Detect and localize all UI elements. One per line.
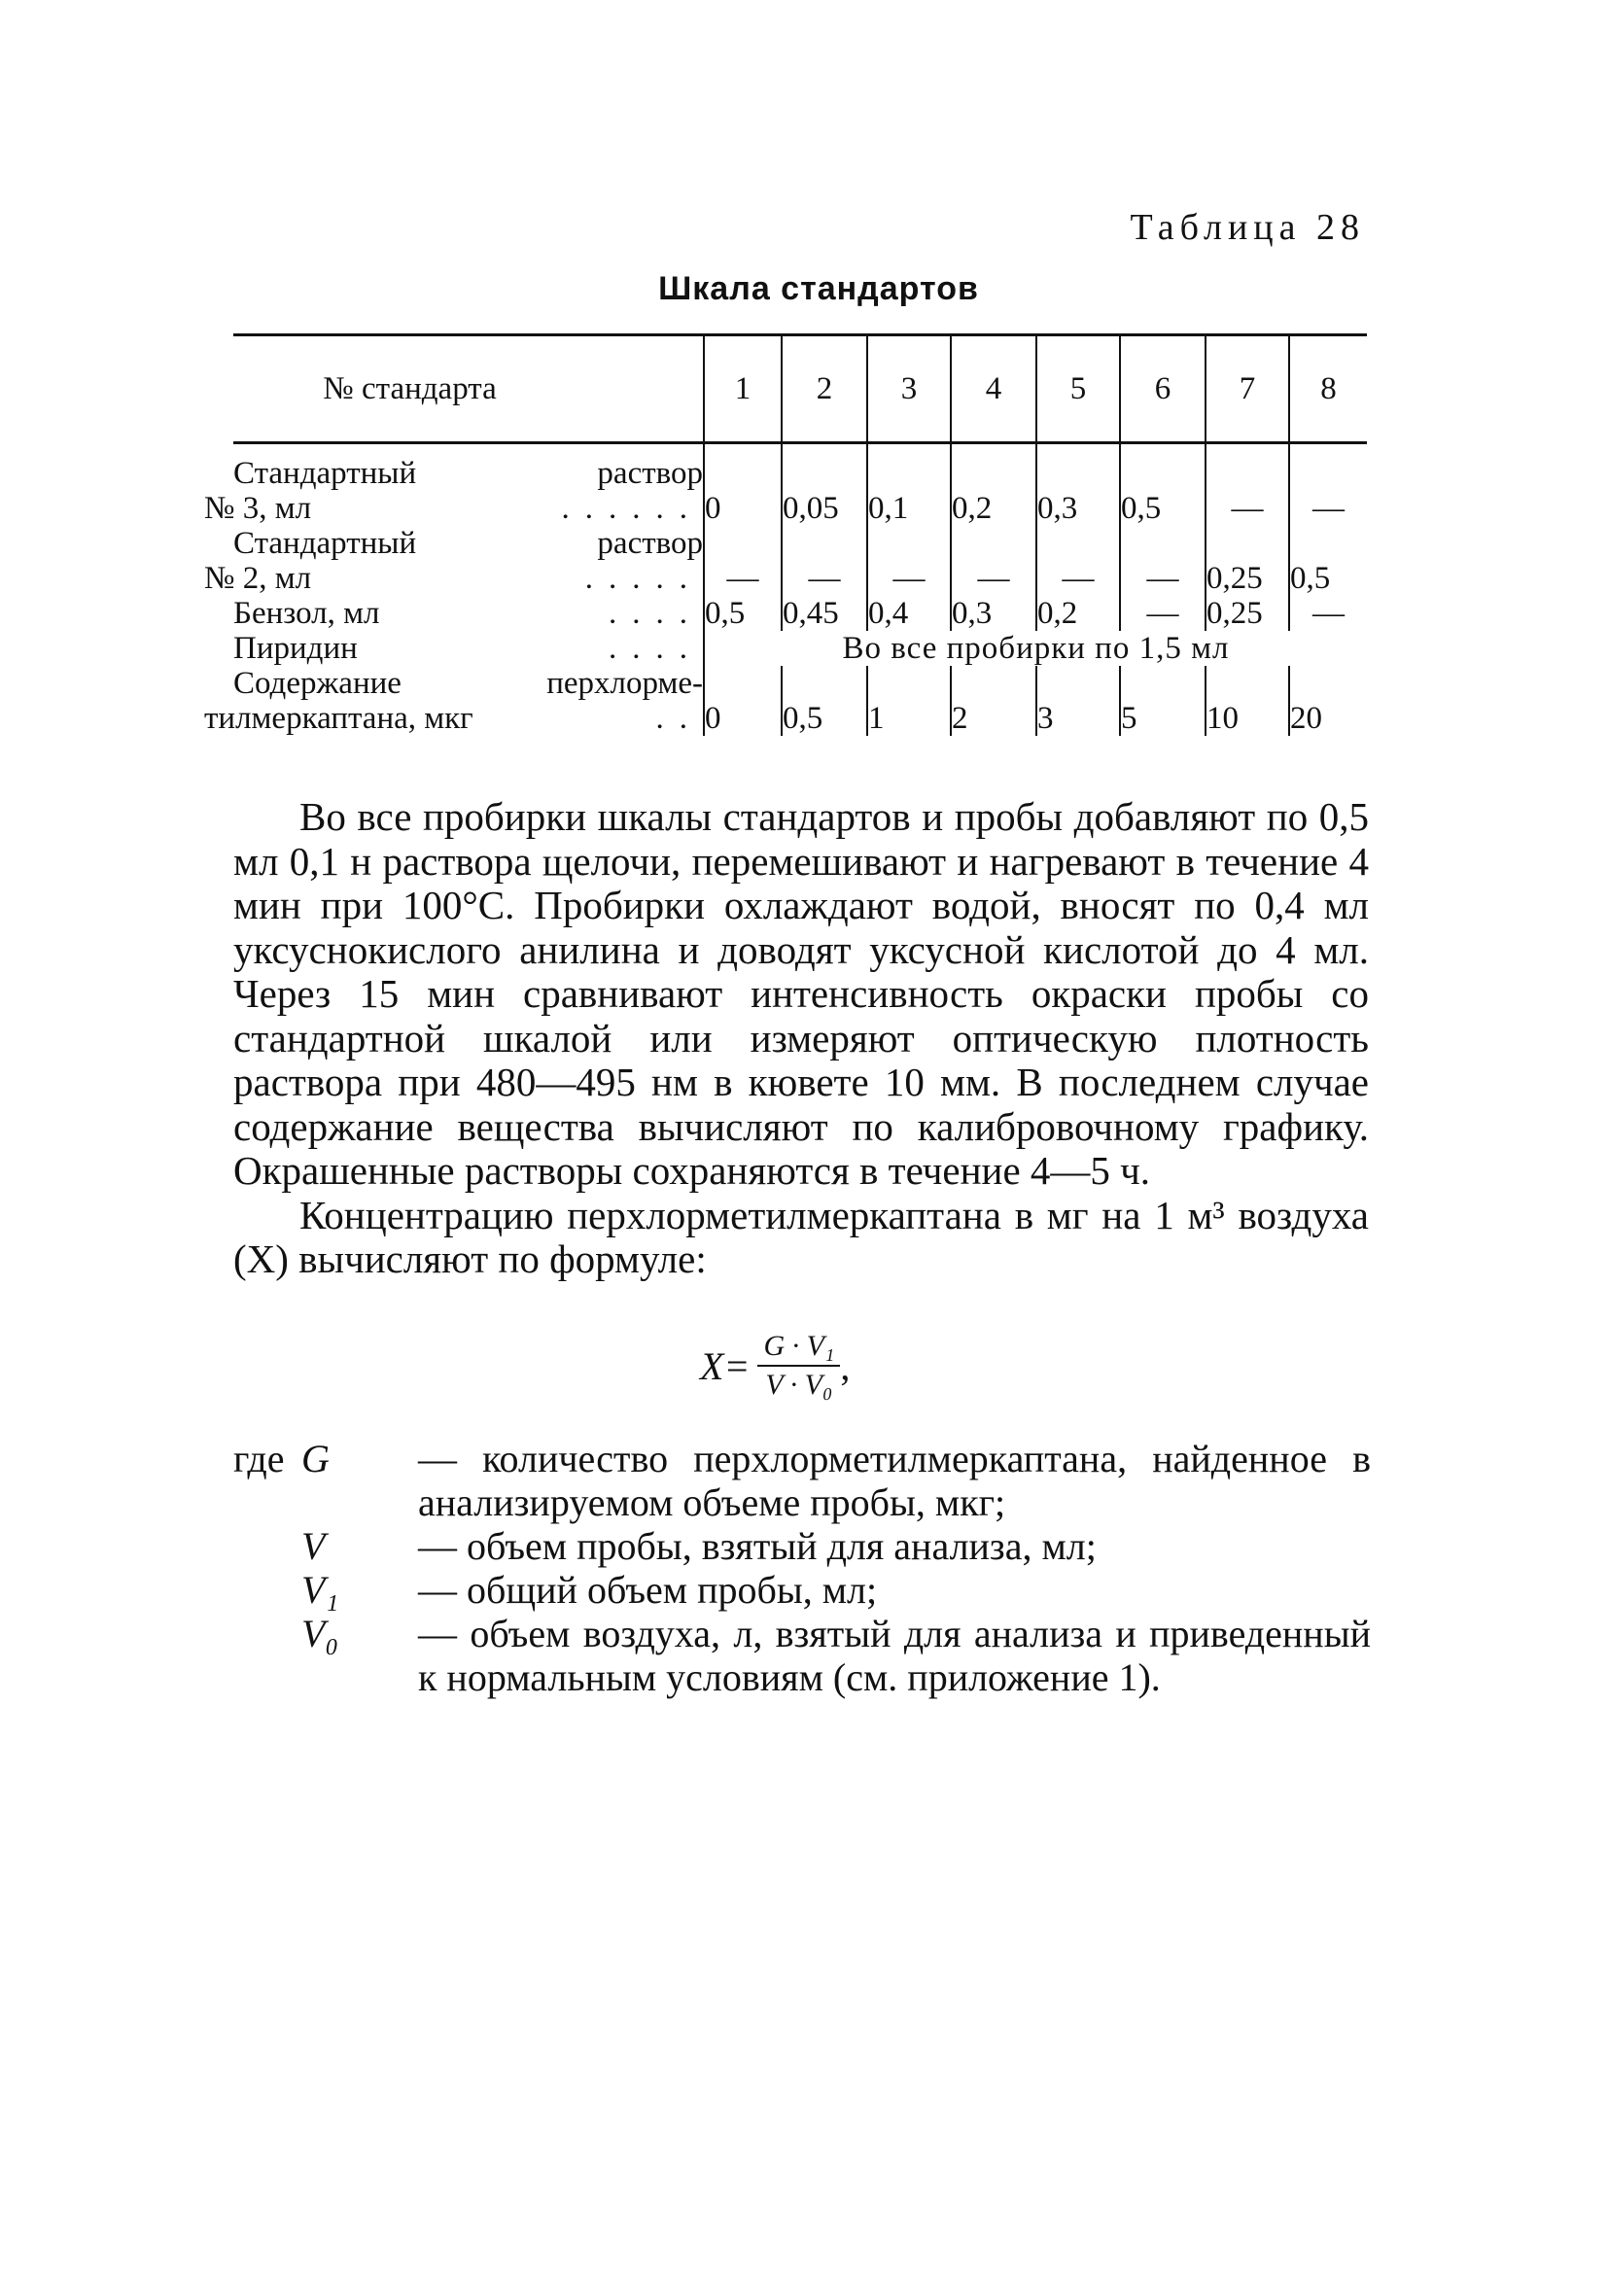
table-cell: — bbox=[1120, 596, 1206, 631]
table-cell: 0,3 bbox=[951, 596, 1036, 631]
table-row bbox=[233, 631, 1367, 666]
legend-symbol: V₁ bbox=[301, 1568, 339, 1612]
table-cell: 0 bbox=[704, 666, 782, 736]
header-col-8: 8 bbox=[1289, 335, 1367, 443]
table-cell: 2 bbox=[951, 666, 1036, 736]
table-cell: — bbox=[951, 526, 1036, 596]
table-cell: — bbox=[867, 526, 951, 596]
table-cell: 0,45 bbox=[782, 596, 867, 631]
table-cell: — bbox=[1120, 526, 1206, 596]
table-cell: 0,5 bbox=[782, 666, 867, 736]
table-cell: 0,25 bbox=[1206, 526, 1289, 596]
legend-text: — количество перхлорметилмеркаптана, найденное в анализируемом объеме пробы, мкг; bbox=[418, 1437, 1371, 1524]
table-cell: 5 bbox=[1120, 666, 1206, 736]
row-label: Стандартный раствор № 3, мл ...... bbox=[204, 456, 703, 526]
formula-fraction bbox=[757, 1330, 840, 1402]
legend-text: — объем пробы, взятый для анализа, мл; bbox=[418, 1524, 1097, 1568]
table-cell: — bbox=[782, 526, 867, 596]
body-text bbox=[233, 795, 1369, 1282]
table-row bbox=[233, 666, 1367, 736]
legend-symbol: G bbox=[301, 1437, 330, 1480]
legend-item bbox=[233, 1568, 1371, 1612]
table-cell: 0,5 bbox=[1120, 456, 1206, 526]
legend-item bbox=[233, 1612, 1371, 1699]
table-cell: — bbox=[1206, 456, 1289, 526]
table-cell: — bbox=[1036, 526, 1120, 596]
formula-denominator: V · V₀ bbox=[765, 1369, 833, 1401]
header-col-6: 6 bbox=[1120, 335, 1206, 443]
legend-item bbox=[233, 1524, 1371, 1568]
table-span-cell: Во все пробирки по 1,5 мл bbox=[704, 631, 1367, 666]
legend-text: — объем воздуха, л, взятый для анализа и приведенный к нормальным условиям (см. приложение 1). bbox=[418, 1612, 1371, 1699]
table-cell: 0,4 bbox=[867, 596, 951, 631]
legend-intro: где bbox=[233, 1437, 285, 1480]
header-col-3: 3 bbox=[867, 335, 951, 443]
header-col-7: 7 bbox=[1206, 335, 1289, 443]
formula-numerator: G · V₁ bbox=[757, 1330, 840, 1367]
table-header-row bbox=[233, 335, 1367, 443]
paragraph-1: Во все пробирки шкалы стандартов и пробы добавляют по 0,5 мл 0,1 н раствора щелочи, перемешивают и нагревают в течение 4 мин при 100°С. Пробирки охлаждают водой, вносят по 0,4 мл уксуснокислого анилина и доводят уксусной кислотой до 4 мл. Через 15 мин сравнивают интенсивность окраски пробы со стандартной шкалой или измеряют оптическую плотность раствора при 480—495 нм в кювете 10 мм. В последнем случае содержание вещества вычисляют по калибровочному графику. Окрашенные растворы сохраняются в течение 4—5 ч. bbox=[233, 794, 1369, 1193]
paragraph-2: Концентрацию перхлорметилмеркаптана в мг на 1 м³ воздуха (X) вычисляют по формуле: bbox=[233, 1192, 1369, 1281]
table-cell: — bbox=[1289, 596, 1367, 631]
header-col-2: 2 bbox=[782, 335, 867, 443]
table-cell: 10 bbox=[1206, 666, 1289, 736]
formula-lhs: X= bbox=[700, 1343, 751, 1388]
table-title: Шкала стандартов bbox=[658, 270, 979, 307]
table-cell: 0,5 bbox=[704, 596, 782, 631]
formula bbox=[700, 1330, 850, 1402]
table-cell: 0,3 bbox=[1036, 456, 1120, 526]
legend-item bbox=[233, 1437, 1371, 1524]
standards-table bbox=[204, 333, 1367, 736]
table-row bbox=[233, 596, 1367, 631]
table-cell: 0 bbox=[704, 456, 782, 526]
legend-symbol: V₀ bbox=[301, 1612, 339, 1655]
row-label: Бензол, мл .... bbox=[233, 596, 703, 631]
table-cell: — bbox=[704, 526, 782, 596]
table-cell: — bbox=[1289, 456, 1367, 526]
table-cell: 0,2 bbox=[951, 456, 1036, 526]
formula-trail: , bbox=[840, 1343, 851, 1388]
table-cell: 0,5 bbox=[1289, 526, 1367, 596]
table-row bbox=[233, 526, 1367, 596]
header-col-5: 5 bbox=[1036, 335, 1120, 443]
table-cell: 0,05 bbox=[782, 456, 867, 526]
table-cell: 20 bbox=[1289, 666, 1367, 736]
table-caption: Таблица 28 bbox=[1130, 207, 1365, 248]
row-label: Стандартный раствор № 2, мл ..... bbox=[204, 526, 703, 596]
header-col-1: 1 bbox=[704, 335, 782, 443]
row-label: Пиридин .... bbox=[233, 631, 703, 666]
legend-text: — общий объем пробы, мл; bbox=[418, 1568, 878, 1612]
legend-symbol: V bbox=[301, 1524, 326, 1568]
header-col-4: 4 bbox=[951, 335, 1036, 443]
table-row bbox=[233, 456, 1367, 526]
table-cell: 0,25 bbox=[1206, 596, 1289, 631]
header-label: № стандарта bbox=[233, 335, 704, 443]
table-cell: 0,2 bbox=[1036, 596, 1120, 631]
table-cell: 0,1 bbox=[867, 456, 951, 526]
row-label: Содержание перхлорме- тилмеркаптана, мкг .. bbox=[204, 666, 703, 736]
formula-legend bbox=[233, 1437, 1371, 1699]
table-cell: 3 bbox=[1036, 666, 1120, 736]
table-cell: 1 bbox=[867, 666, 951, 736]
